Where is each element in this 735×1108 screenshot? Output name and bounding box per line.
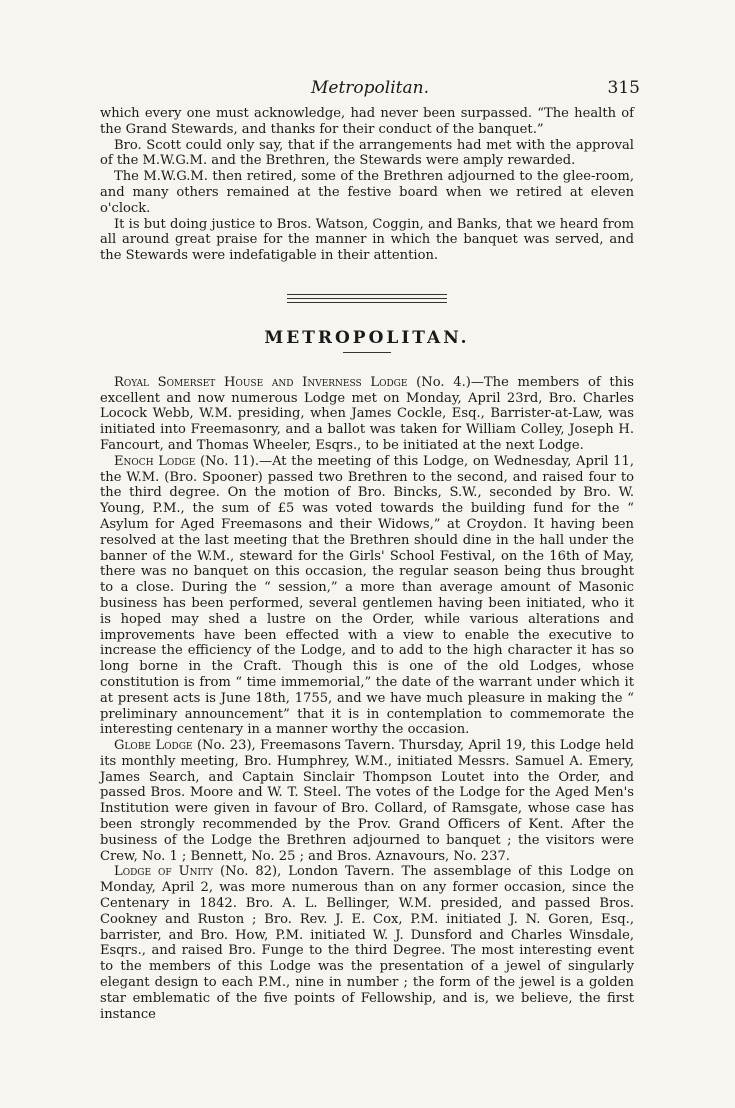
running-title: Metropolitan.: [311, 78, 429, 98]
intro-paragraph: The M.W.G.M. then retired, some of the Brethren adjourned to the glee-room, and many others remained at the festive board when we retired at eleven o'clock.: [100, 169, 634, 216]
lodge-report-text: (No. 11).—At the meeting of this Lodge, on Wednesday, April 11, the W.M. (Bro. Spooner) passed two Brethren to the second, and raised four to the third degree. On the motion of Bro. Bincks, S.W., seconded by Bro. W. Young, P.M., the sum of £5 was voted towards the building fund for the “ Asylum for Aged Freemasons and their Widows,” at Croydon. It having been resolved at the last meeting that the Brethren should dine in the hall under the banner of the W.M., steward for the Girls' School Festival, on the 16th of May, there was no banquet on this occasion, the regular season being thus brought to a close. During the “ session,” a more than average amount of Masonic business has been performed, several gentlemen having been initiated, who it is hoped may shed a lustre on the Order, while various alterations and improvements have been effected with a view to enable the executive to increase the efficiency of the Lodge, and to add to the high character it has so long borne in the Craft. Though this is one of the old Lodges, whose constitution is from “ time immemorial,” the date of the warrant under which it at present acts is June 18th, 1755, and we have much pleasure in making the “ preliminary announcement” that it is in contemplation to commemorate the interesting centenary in a manner worthy the occasion.: [100, 453, 634, 738]
section-title: METROPOLITAN.: [264, 327, 470, 348]
page-header: [100, 78, 640, 100]
page-number: 315: [607, 78, 640, 98]
intro-paragraph: It is but doing justice to Bros. Watson, Coggin, and Banks, that we heard from all around great praise for the manner in which the banquet was served, and the Stewards were indefatigable in their attention.: [100, 216, 634, 264]
lodge-report: [100, 738, 634, 864]
title-underline: [343, 352, 391, 353]
lodge-report: [100, 454, 634, 738]
lodge-report-text: (No. 82), London Tavern. The assemblage of this Lodge on Monday, April 2, was more numerous than on any former occasion, since the Centenary in 1842. Bro. A. L. Bellinger, W.M. presided, and passed Bros. Cookney and Ruston ; Bro. Rev. J. E. Cox, P.M. initiated J. N. Goren, Esq., barrister, and Bro. How, P.M. initiated W. J. Dunsford and Charles Winsdale, Esqrs., and raised Bro. Funge to the third Degree. The most interesting event to the members of this Lodge was the presentation of a jewel of singularly elegant design to each P.M., nine in number ; the form of the jewel is a golden star emblematic of the five points of Fellowship, and is, we believe, the first instance: [100, 864, 634, 1022]
section-divider: [287, 294, 447, 303]
article-body: [100, 106, 634, 1022]
lodge-report-text: (No. 23), Freemasons Tavern. Thursday, April 19, this Lodge held its monthly meeting, Bro. Humphrey, W.M., initiated Messrs. Samuel A. Emery, James Search, and Captain Sinclair Thompson Loutet into the Order, and passed Bros. Moore and W. T. Steel. The votes of the Lodge for the Aged Men's Institution were given in favour of Bro. Collard, of Ramsgate, whose case has been strongly recommended by the Prov. Grand Officers of Kent. After the business of the Lodge the Brethren adjourned to banquet ; the visitors were Crew, No. 1 ; Bennett, No. 25 ; and Bros. Aznavours, No. 237.: [100, 738, 634, 864]
lodge-report: [100, 375, 634, 454]
lodge-report-text: (No. 4.)—The members of this excellent and now numerous Lodge met on Monday, April 23rd, Bro. Charles Locock Webb, W.M. presiding, when James Cockle, Esq., Barrister-at-Law, was initiated into Freemasonry, and a ballot was taken for William Colley, Joseph H. Fancourt, and Thomas Wheeler, Esqrs., to be initiated at the next Lodge.: [100, 374, 635, 453]
lodge-name: Royal Somerset House and Inverness Lodge: [114, 374, 408, 390]
intro-paragraph: Bro. Scott could only say, that if the arrangements had met with the approval of the M.W.G.M. and the Brethren, the Stewards were amply rewarded.: [100, 137, 634, 169]
intro-paragraph: which every one must acknowledge, had never been surpassed. “The health of the Grand Stewards, and thanks for their conduct of the banquet.”: [100, 106, 634, 137]
lodge-name: Lodge of Unity: [114, 864, 214, 880]
lodge-name: Globe Lodge: [114, 738, 193, 754]
lodge-report: [100, 864, 634, 1022]
lodge-name: Enoch Lodge: [114, 453, 196, 469]
